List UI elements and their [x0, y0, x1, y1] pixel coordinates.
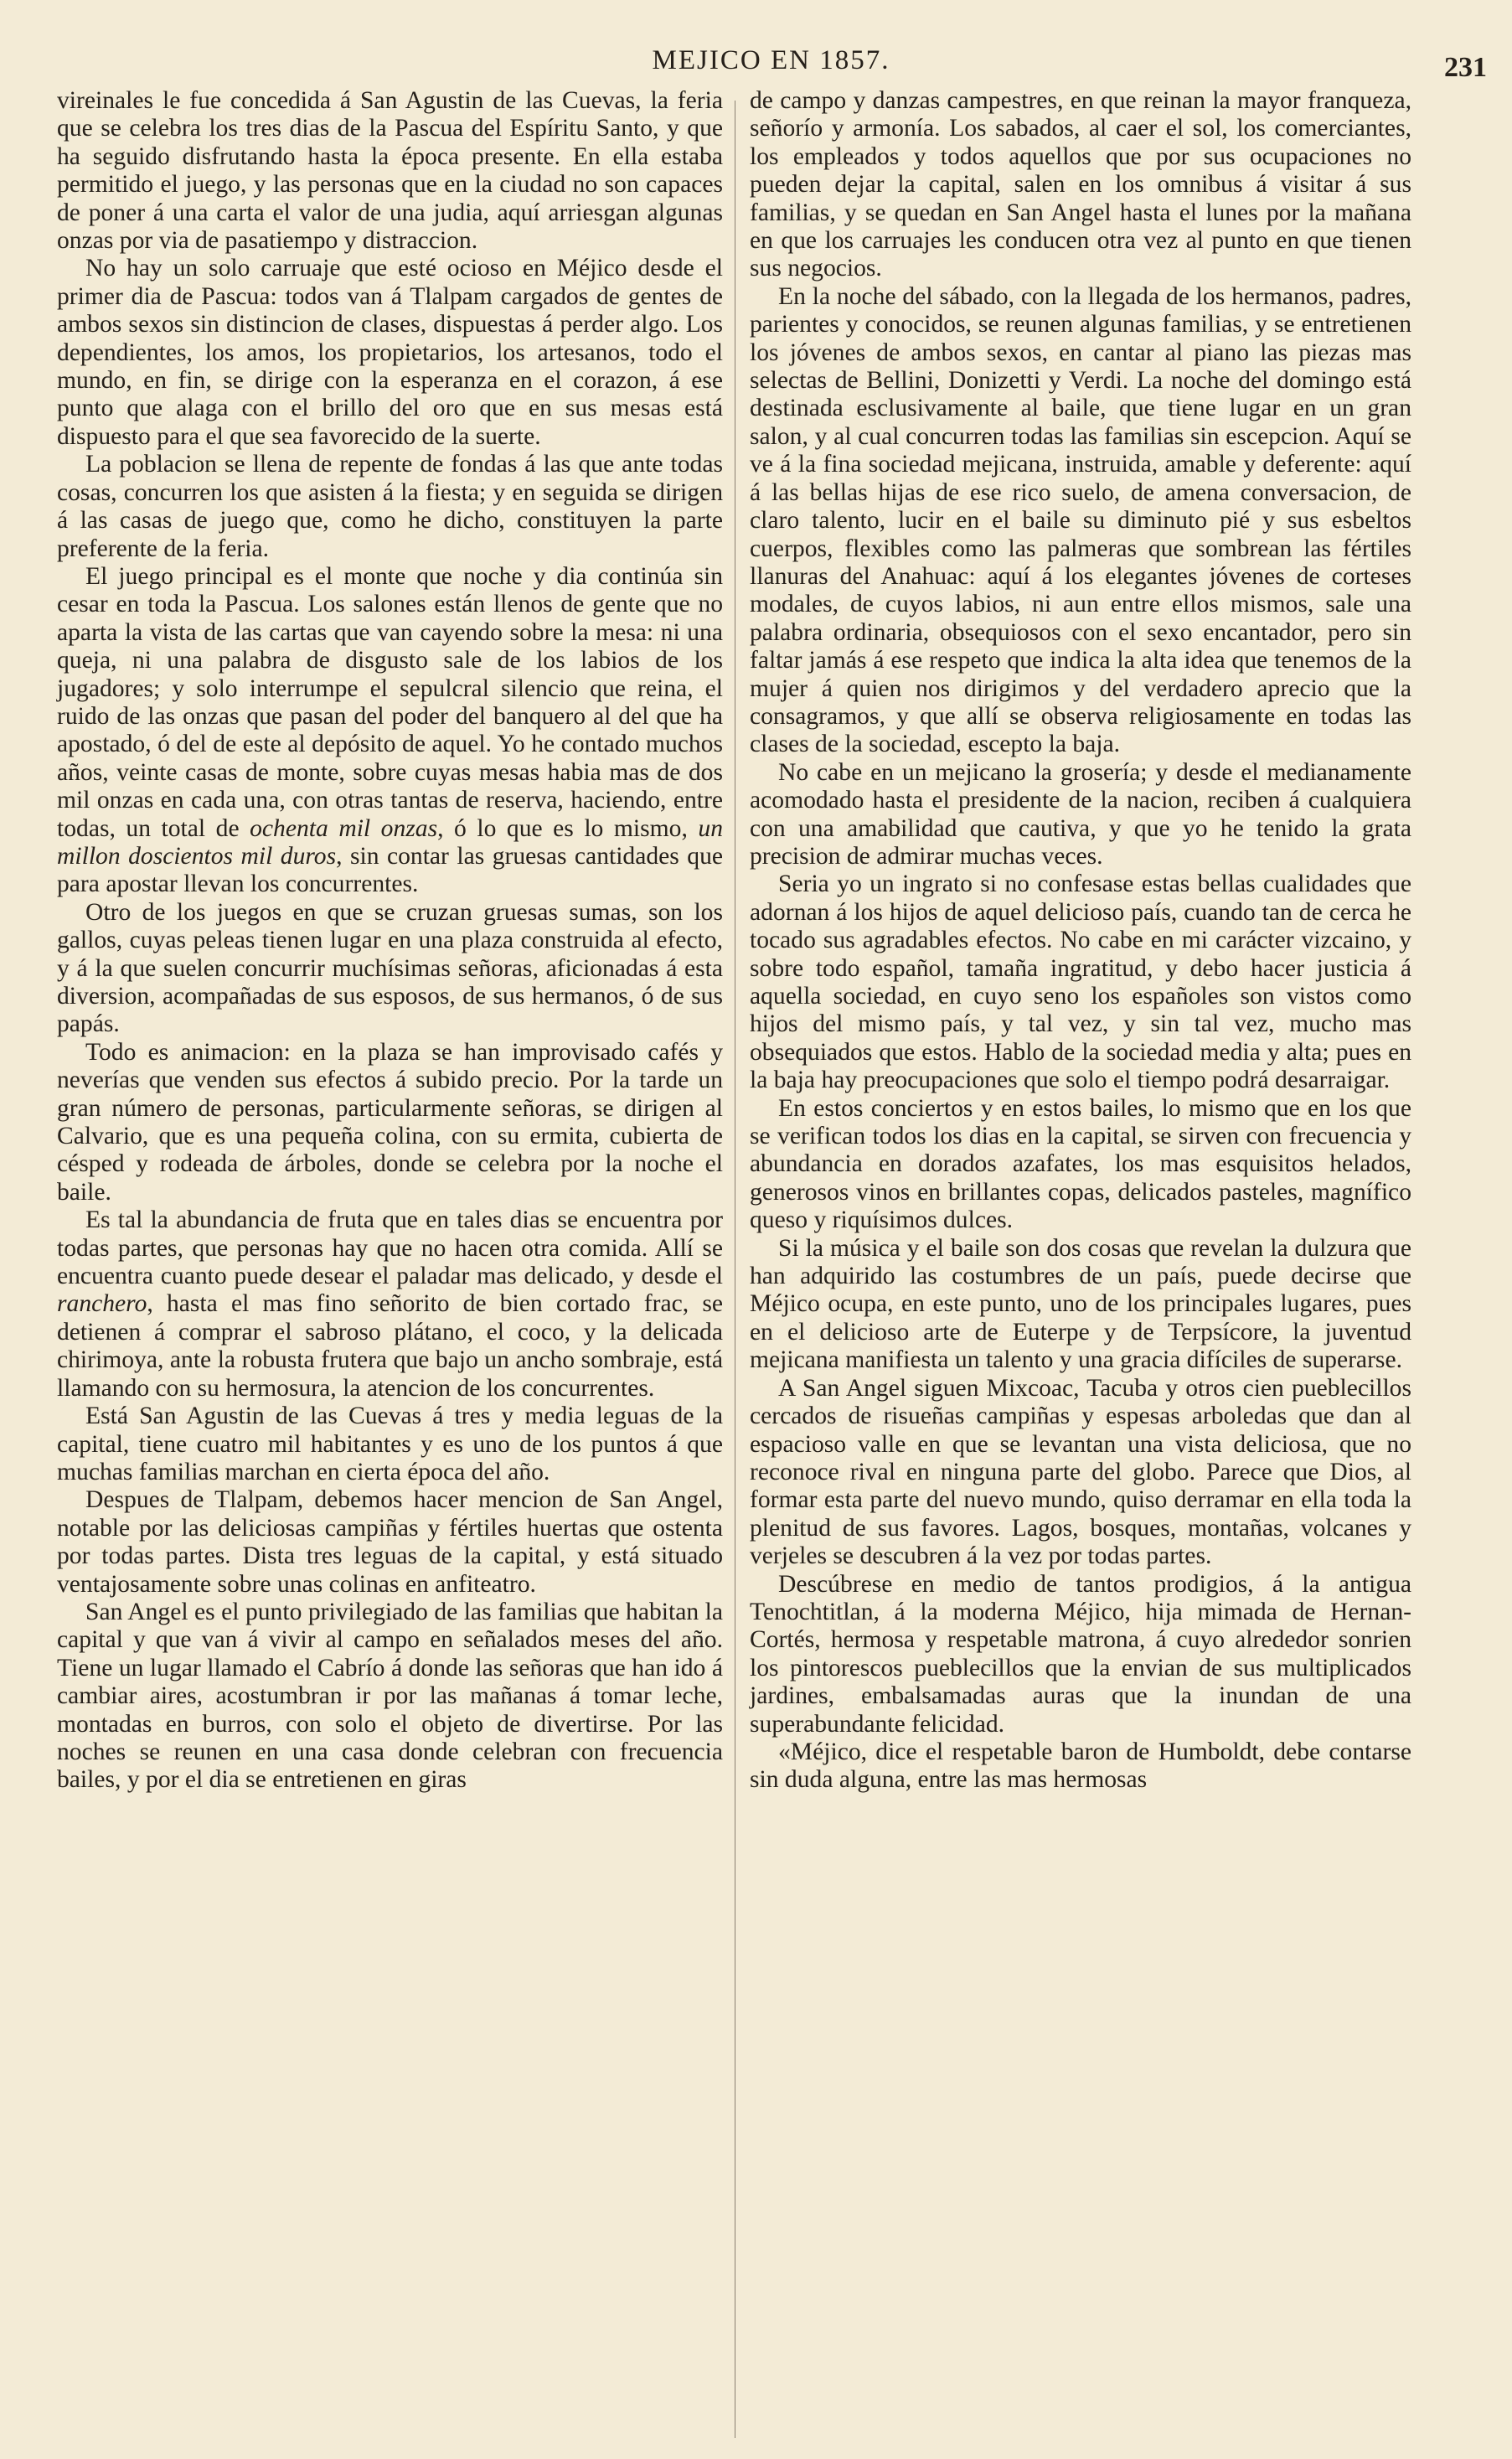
paragraph: San Angel es el punto privilegiado de las familias que habitan la capital y que van á vivir al campo en señalados meses del año. Tiene un lugar llamado el Cabrío á donde las señoras que han ido á cambiar aires, acostumbran ir por las mañanas á tomar leche, montadas en burros, con solo el objeto de divertirse. Por las noches se reunen en una casa donde celebran con frecuencia bailes, y por el dia se entretienen en giras — [57, 1598, 723, 1794]
paragraph — [57, 563, 723, 899]
left-column — [57, 87, 723, 1795]
paragraph: No hay un solo carruaje que esté ocioso en Méjico desde el primer dia de Pascua: todos van á Tlalpam cargados de gentes de ambos sexos sin distincion de clases, dispuestas á perder algo. Los dependientes, los amos, los propietarios, los artesanos, todo el mundo, en fin, se dirige con la esperanza en el corazon, á ese punto que alaga con el brillo del oro que en sus mesas está dispuesto para el que sea favorecido de la suerte. — [57, 255, 723, 450]
text-run: Es tal la abundancia de fruta que en tales dias se encuentra por todas partes, que personas hay que no hacen otra comida. Allí se encuentra cuanto puede desear el paladar mas delicado, y desde el — [57, 1206, 723, 1290]
text-run: El juego principal es el monte que noche y dia continúa sin cesar en toda la Pascua. Los salones están llenos de gente que no aparta la vista de las cartas que van cayendo sobre la mesa: ni una queja, ni una palabra de disgusto sale de los labios de los jugadores; y solo interrumpe el sepulcral silencio que reina, el ruido de las onzas que pasan del poder del banquero al del que ha apostado, ó del de este al depósito de aquel. Yo he contado muchos años, veinte casas de monte, sobre cuyas mesas habia mas de dos mil onzas en cada una, con otras tantas de reserva, haciendo, entre todas, un total de — [57, 562, 723, 842]
page-header — [55, 45, 1487, 92]
right-column — [750, 87, 1411, 1795]
paragraph: No cabe en un mejicano la grosería; y desde el medianamente acomodado hasta el presidente de la nacion, reciben á cualquiera con una amabilidad que cautiva, y que yo he tenido la grata precision de admirar muchas veces. — [750, 758, 1411, 870]
paragraph: Seria yo un ingrato si no confesase estas bellas cualidades que adornan á los hijos de aquel delicioso país, cuando tan de cerca he tocado sus agradables efectos. No cabe en mi carácter vizcaino, y sobre todo español, tamaña ingratitud, y debo hacer justicia á aquella sociedad, en cuyo seno los españoles son vistos como hijos del mismo país, y tal vez, y sin tal vez, mucho mas obsequiados que estos. Hablo de la sociedad media y alta; pues en la baja hay preocupaciones que solo el tiempo podrá desarraigar. — [750, 870, 1411, 1094]
paragraph: A San Angel siguen Mixcoac, Tacuba y otros cien pueblecillos cercados de risueñas campiñas y espesas arboledas que dan al espacioso valle en que se levantan una vista deliciosa, que no reconoce rival en ninguna parte del globo. Parece que Dios, al formar esta parte del nuevo mundo, quiso derramar en ella toda la plenitud de sus favores. Lagos, bosques, montañas, volcanes y verjeles se descubren á la vez por todas partes. — [750, 1374, 1411, 1570]
paragraph — [57, 1206, 723, 1403]
paragraph: Si la música y el baile son dos cosas que revelan la dulzura que han adquirido las costumbres de un país, puede decirse que Méjico ocupa, en este punto, uno de los principales lugares, pues en el delicioso arte de Euterpe y de Terpsícore, la juventud mejicana manifiesta un talento y una gracia difíciles de superarse. — [750, 1234, 1411, 1374]
paragraph: Despues de Tlalpam, debemos hacer mencion de San Angel, notable por las deliciosas campiñas y fértiles huertas que ostenta por todas partes. Dista tres leguas de la capital, y está situado ventajosamente sobre unas colinas en anfiteatro. — [57, 1486, 723, 1598]
paragraph: En estos conciertos y en estos bailes, lo mismo que en los que se verifican todos los dias en la capital, se sirven con frecuencia y abundancia en dorados azafates, los mas esquisitos helados, generosos vinos en brillantes copas, delicados pasteles, magnífico queso y riquísimos dulces. — [750, 1094, 1411, 1234]
text-run: , ó lo que es lo mismo, — [437, 814, 699, 842]
paragraph: Otro de los juegos en que se cruzan gruesas sumas, son los gallos, cuyas peleas tienen lugar en una plaza construida al efecto, y á la que suelen concurrir muchísimas señoras, aficionadas á esta diversion, acompañadas de sus esposos, de sus hermanos, ó de sus papás. — [57, 898, 723, 1038]
paragraph: Está San Agustin de las Cuevas á tres y media leguas de la capital, tiene cuatro mil habitantes y es uno de los puntos á que muchas familias marchan en cierta época del año. — [57, 1403, 723, 1485]
emphasis: ochenta mil onzas — [250, 814, 438, 842]
paragraph: Todo es animacion: en la plaza se han improvisado cafés y neverías que venden sus efectos á subido precio. Por la tarde un gran número de personas, particularmente señoras, se dirigen al Calvario, que es una pequeña colina, con su ermita, cubierta de césped y rodeada de árboles, donde se celebra por la noche el baile. — [57, 1038, 723, 1206]
paragraph: En la noche del sábado, con la llegada de los hermanos, padres, parientes y conocidos, se reunen algunas familias, y se entretienen los jóvenes de ambos sexos, en cantar al piano las piezas mas selectas de Bellini, Donizetti y Verdi. La noche del domingo está destinada esclusivamente al baile, que tiene lugar en un gran salon, y al cual concurren todas las familias sin escepcion. Aquí se ve á la fina sociedad mejicana, instruida, amable y deferente: aquí á las bellas hijas de ese rico suelo, de amena conversacion, de claro talento, lucir en el baile su diminuto pié y sus esbeltos cuerpos, flexibles como las palmeras que sombrean las fértiles llanuras del Anahuac: aquí á los elegantes jóvenes de corteses modales, de cuyos labios, ni aun entre ellos mismos, sale una palabra ordinaria, obsequiosos con el sexo encantador, pero sin faltar jamás á ese respeto que indica la alta idea que tenemos de la mujer á quien nos dirigimos y del verdadero aprecio que la consagramos, y que allí se observa religiosamente en todas las clases de la sociedad, escepto la baja. — [750, 282, 1411, 758]
running-title: MEJICO EN 1857. — [652, 45, 890, 75]
paragraph: de campo y danzas campestres, en que reinan la mayor franqueza, señorío y armonía. Los sabados, al caer el sol, los comerciantes, los empleados y todos aquellos que por sus ocupaciones no pueden dejar la capital, salen en los omnibus á visitar á sus familias, y se quedan en San Angel hasta el lunes por la mañana en que los carruajes les conducen otra vez al punto en que tienen sus negocios. — [750, 87, 1411, 282]
paragraph: vireinales le fue concedida á San Agustin de las Cuevas, la feria que se celebra los tres dias de la Pascua del Espíritu Santo, y que ha seguido disfrutando hasta la época presente. En ella estaba permitido el juego, y las personas que en la ciudad no son capaces de poner á una carta el valor de una judia, aquí arriesgan algunas onzas por via de pasatiempo y distraccion. — [57, 87, 723, 255]
page-number: 231 — [1444, 52, 1487, 83]
paragraph: «Méjico, dice el respetable baron de Humboldt, debe contarse sin duda alguna, entre las mas hermosas — [750, 1738, 1411, 1794]
emphasis: un millon doscientos mil duros — [57, 814, 723, 870]
paragraph: Descúbrese en medio de tantos prodigios, á la antigua Tenochtitlan, á la moderna Méjico, hija mimada de Hernan-Cortés, hermosa y respetable matrona, á cuyo alrededor sonrien los pintorescos pueblecillos que la envian de sus multiplicados jardines, embalsamadas auras que la inundan de una superabundante felicidad. — [750, 1570, 1411, 1738]
emphasis: ranchero — [57, 1290, 147, 1318]
paragraph: La poblacion se llena de repente de fondas á las que ante todas cosas, concurren los que asisten á la fiesta; y en seguida se dirigen á las casas de juego que, como he dicho, constituyen la parte preferente de la feria. — [57, 451, 723, 562]
text-run: , sin contar las gruesas cantidades que para apostar llevan los concurrentes. — [57, 842, 724, 898]
text-run: , hasta el mas fino señorito de bien cortado frac, se detienen á comprar el sabroso plátano, el coco, y la delicada chirimoya, ante la robusta frutera que bajo un ancho sombraje, está llamando con su hermosura, la atencion de los concurrentes. — [57, 1290, 723, 1402]
